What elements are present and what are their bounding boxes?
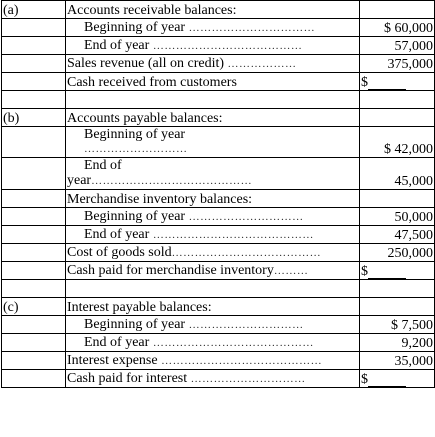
ar-beginning-label: Beginning of year ……………………………	[66, 19, 360, 37]
cash-paid-inventory-answer[interactable]: $	[360, 262, 435, 280]
ar-end-row	[2, 37, 435, 55]
ap-end-label: End of year……………………………………	[66, 158, 360, 190]
ap-end-amount: 45,000	[360, 158, 435, 190]
inv-beginning-row	[2, 208, 435, 226]
inv-end-amount: 47,500	[360, 226, 435, 244]
cash-paid-inventory-row	[2, 262, 435, 280]
section-a-header-row	[2, 1, 435, 19]
int-beginning-amount: $ 7,500	[360, 316, 435, 334]
int-beginning-label: Beginning of year …………………………	[66, 316, 360, 334]
interest-expense-amount: 35,000	[360, 352, 435, 370]
ap-beginning-amount: $ 42,000	[360, 127, 435, 158]
ar-end-amount: 57,000	[360, 37, 435, 55]
inv-beginning-amount: 50,000	[360, 208, 435, 226]
cash-paid-inventory-label: Cash paid for merchandise inventory………	[66, 262, 360, 280]
int-beginning-row	[2, 316, 435, 334]
inventory-balances-label: Merchandise inventory balances:	[66, 190, 360, 208]
section-b-header-row	[2, 109, 435, 127]
inventory-balances-row	[2, 190, 435, 208]
spacer-row	[2, 280, 435, 298]
section-b-letter: (b)	[2, 109, 66, 127]
ar-end-label: End of year …………………………………	[66, 37, 360, 55]
interest-expense-label: Interest expense ……………………………………	[66, 352, 360, 370]
section-c-letter: (c)	[2, 298, 66, 316]
int-end-label: End of year ……………………………………	[66, 334, 360, 352]
cash-received-label: Cash received from customers	[66, 73, 360, 91]
cash-paid-interest-label: Cash paid for interest …………………………	[66, 370, 360, 388]
cogs-amount: 250,000	[360, 244, 435, 262]
ap-end-row	[2, 158, 435, 190]
ap-beginning-label: Beginning of year ………………………	[66, 127, 360, 158]
spacer-row	[2, 91, 435, 109]
int-end-amount: 9,200	[360, 334, 435, 352]
ar-beginning-row	[2, 19, 435, 37]
cash-received-row	[2, 73, 435, 91]
answer-blank	[368, 77, 406, 90]
sales-revenue-label: Sales revenue (all on credit) ………………	[66, 55, 360, 73]
cash-paid-interest-answer[interactable]: $	[360, 370, 435, 388]
ap-balances-label: Accounts payable balances:	[66, 109, 360, 127]
ap-beginning-row	[2, 127, 435, 158]
section-a-letter: (a)	[2, 1, 66, 19]
inv-end-label: End of year ……………………………………	[66, 226, 360, 244]
answer-blank	[368, 266, 406, 279]
ar-beginning-amount: $ 60,000	[360, 19, 435, 37]
sales-revenue-amount: 375,000	[360, 55, 435, 73]
cash-paid-interest-row	[2, 370, 435, 388]
interest-expense-row	[2, 352, 435, 370]
cash-received-answer[interactable]: $	[360, 73, 435, 91]
inv-beginning-label: Beginning of year …………………………	[66, 208, 360, 226]
section-c-header-row	[2, 298, 435, 316]
int-end-row	[2, 334, 435, 352]
cogs-row	[2, 244, 435, 262]
ar-balances-label: Accounts receivable balances:	[66, 1, 360, 19]
answer-blank	[368, 374, 406, 387]
problem-table	[1, 0, 435, 388]
ar-balances-amount	[360, 1, 435, 19]
cogs-label: Cost of goods sold…………………………………	[66, 244, 360, 262]
interest-balances-label: Interest payable balances:	[66, 298, 360, 316]
sales-revenue-row	[2, 55, 435, 73]
inv-end-row	[2, 226, 435, 244]
